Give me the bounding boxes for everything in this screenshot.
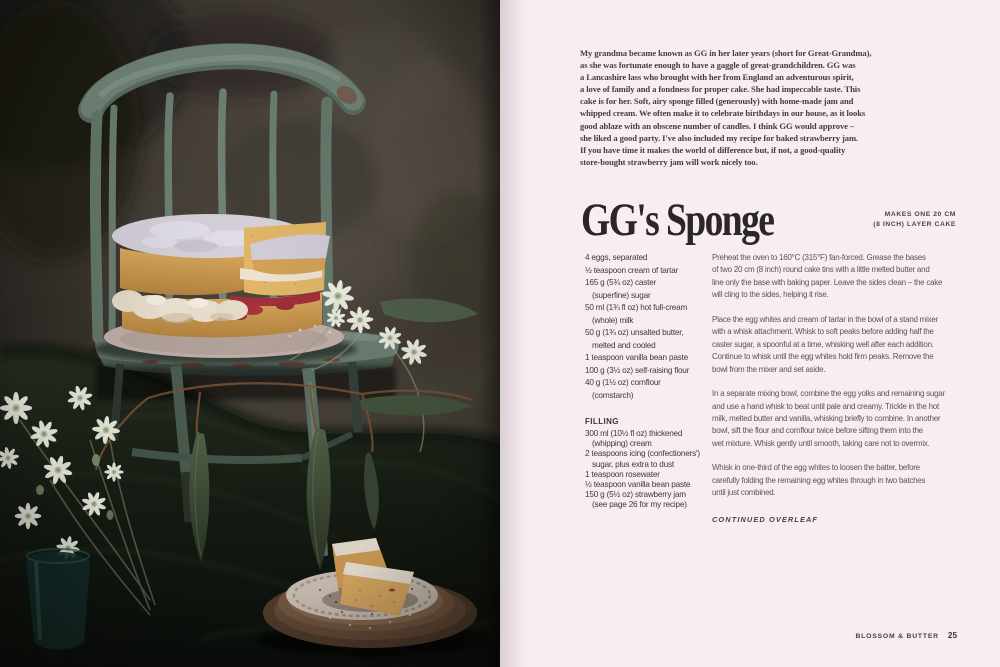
filling-item: 1 teaspoon rosewater xyxy=(585,469,660,479)
filling-item: 2 teaspoons icing (confectioners') sugar, plus extra to dust xyxy=(585,449,700,469)
ingredient-item: 40 g (1½ oz) cornflour (cornstarch) xyxy=(585,378,661,400)
page-number: 25 xyxy=(947,631,957,640)
method-column xyxy=(712,252,1000,512)
ingredient-item: 100 g (3½ oz) self-raising flour xyxy=(585,365,690,375)
filling-item: 300 ml (10½ fl oz) thickened (whipping) cream xyxy=(585,429,683,449)
ingredient-item: 50 ml (1¾ fl oz) hot full-cream (whole) milk xyxy=(585,303,688,325)
method-step: Preheat the oven to 160°C (315°F) fan-forced. Grease the bases of two 20 cm (8 inch) round cake tins with a little melted butter and line only the base with baking paper. Leave the sides clean – the cake will cling to the sides, helping it rise. xyxy=(712,253,943,300)
filling-header: FILLING xyxy=(585,417,619,426)
continued-note: CONTINUED OVERLEAF xyxy=(712,515,819,524)
method-step: Place the egg whites and cream of tartar in the bowl of a stand mixer with a whisk attachment. Whisk to soft peaks before adding half the caster sugar, a spoonful at a time, whisking well after each addition. Continue to whisk until the egg whites hold firm peaks. Remove the bowl from the mixer and set aside. xyxy=(712,314,938,374)
filling-item: 150 g (5½ oz) strawberry jam (see page 26 for my recipe) xyxy=(585,490,687,510)
page-gutter-shadow xyxy=(478,0,500,667)
ingredient-item: 165 g (5¾ oz) caster (superfine) sugar xyxy=(585,278,657,300)
book-title: BLOSSOM & BUTTER xyxy=(855,633,939,640)
method-step: Whisk in one-third of the egg whites to loosen the batter, before carefully folding the remaining egg whites through in two batches until just combined. xyxy=(712,463,926,498)
recipe-page xyxy=(500,0,1000,667)
ingredient-item: ½ teaspoon cream of tartar xyxy=(585,265,679,275)
ingredient-item: 50 g (1¾ oz) unsalted butter, melted and cooled xyxy=(585,328,684,350)
ingredient-item: 1 teaspoon vanilla bean paste xyxy=(585,353,688,362)
yield-note: MAKES ONE 20 CM (8 INCH) LAYER CAKE xyxy=(873,211,956,228)
filling-item: ½ teaspoon vanilla bean paste xyxy=(585,480,691,490)
gutter-shadow xyxy=(500,0,526,667)
intro-paragraph: My grandma became known as GG in her later years (short for Great-Grandma), as she was fortunate enough to have a gaggle of great-grandchildren. GG was a Lancashire lass who brought with her from England an adventurous spirit, a love of family and a fondness for proper cake. She had impeccable taste. This cake is for her. Soft, airy sponge filled (generously) with home-made jam and whipped cream. We often make it to celebrate birthdays in our house, as it looks good ablaze with an obscene number of candles. I think GG would approve – she liked a good party. I've also included my recipe for baked strawberry jam. If you have time it makes the world of difference but, if not, a good-quality store-bought strawberry jam will work nicely too. xyxy=(580,48,872,167)
ingredient-item: 4 eggs, separated xyxy=(585,253,648,262)
page-footer xyxy=(855,631,957,640)
method-step: In a separate mixing bowl, combine the egg yolks and remaining sugar and use a hand whisk to beat until pale and creamy. Trickle in the hot milk, melted butter and vanilla, whisking briefly to combine. In another bowl, sift the flour and cornflour twice before sifting them into the wet mixture. Whisk gently until smooth, taking care not to overmix. xyxy=(712,389,945,448)
recipe-title: GG's Sponge xyxy=(581,194,774,246)
